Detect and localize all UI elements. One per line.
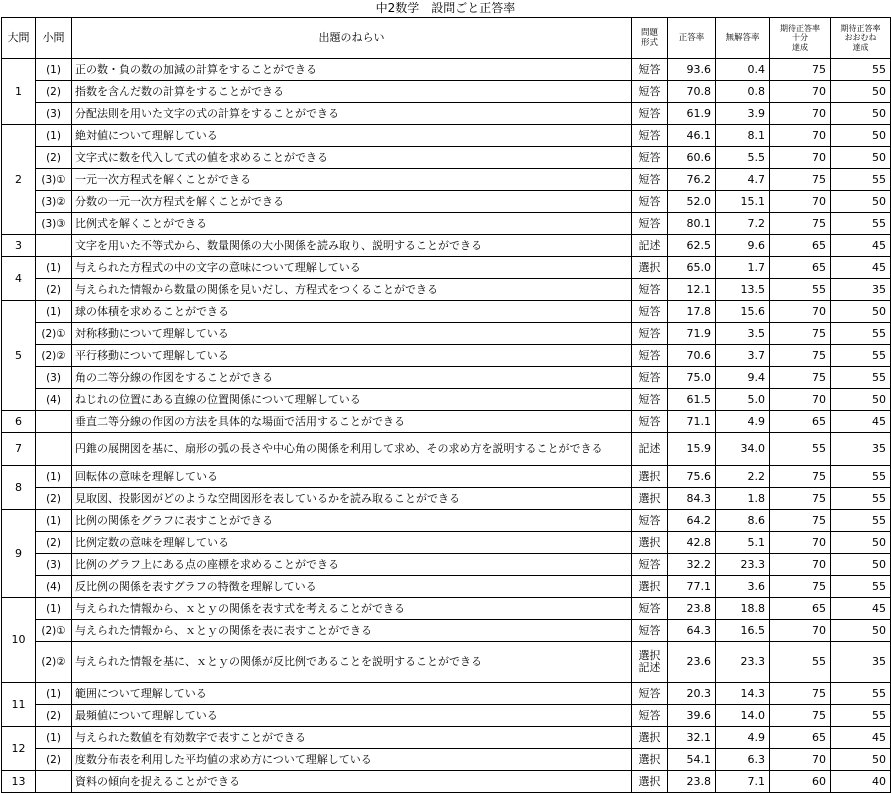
expected-mostly-cell: 50 [831, 301, 891, 323]
aim-cell: 反比例の関係を表すグラフの特徴を理解している [72, 576, 632, 598]
no-answer-rate-cell: 9.4 [716, 367, 770, 389]
sho-cell: (1) [36, 683, 72, 705]
sho-cell: (1) [36, 466, 72, 488]
no-answer-rate-cell: 4.7 [716, 169, 770, 191]
header-noans: 無解答率 [716, 18, 770, 59]
sho-cell: (1) [36, 257, 72, 279]
expected-mostly-cell: 50 [831, 147, 891, 169]
sho-cell: (1) [36, 125, 72, 147]
expected-mostly-cell: 45 [831, 235, 891, 257]
expected-full-cell: 65 [770, 411, 831, 433]
correct-rate-cell: 84.3 [668, 488, 716, 510]
expected-mostly-cell: 55 [831, 683, 891, 705]
sho-cell: (2)① [36, 323, 72, 345]
expected-full-cell: 55 [770, 433, 831, 466]
expected-full-cell: 70 [770, 191, 831, 213]
expected-mostly-cell: 50 [831, 532, 891, 554]
no-answer-rate-cell: 7.1 [716, 771, 770, 793]
aim-cell: 正の数・負の数の加減の計算をすることができる [72, 59, 632, 81]
aim-cell: 度数分布表を利用した平均値の求め方について理解している [72, 749, 632, 771]
sho-cell: (2)② [36, 345, 72, 367]
sho-cell: (2) [36, 147, 72, 169]
table-row [2, 620, 891, 642]
sho-cell: (3)① [36, 169, 72, 191]
form-line: 選択 [638, 649, 661, 662]
dai-cell: 4 [2, 257, 36, 301]
header-correct: 正答率 [668, 18, 716, 59]
sho-cell [36, 411, 72, 433]
no-answer-rate-cell: 7.2 [716, 213, 770, 235]
form-cell: 選択 [632, 727, 668, 749]
expected-full-cell: 75 [770, 488, 831, 510]
expected-full-cell: 55 [770, 642, 831, 683]
aim-cell: 文字を用いた不等式から、数量関係の大小関係を読み取り、説明することができる [72, 235, 632, 257]
sho-cell: (2)② [36, 642, 72, 683]
page-title: 中2数学 設問ごと正答率 [375, 1, 516, 15]
dai-cell: 7 [2, 433, 36, 466]
sho-cell: (3)② [36, 191, 72, 213]
dai-cell: 10 [2, 598, 36, 683]
no-answer-rate-cell: 2.2 [716, 466, 770, 488]
expected-mostly-cell: 45 [831, 257, 891, 279]
form-cell: 短答 [632, 554, 668, 576]
table-row [2, 749, 891, 771]
expected-mostly-cell: 55 [831, 367, 891, 389]
expected-mostly-cell: 55 [831, 59, 891, 81]
header-form-line2: 形式 [640, 38, 658, 48]
header-sho: 小問 [36, 18, 72, 59]
correct-rate-cell: 39.6 [668, 705, 716, 727]
aim-cell: 対称移動について理解している [72, 323, 632, 345]
correct-rate-cell: 62.5 [668, 235, 716, 257]
expected-mostly-cell: 55 [831, 213, 891, 235]
expected-mostly-cell: 55 [831, 488, 891, 510]
table-row [2, 705, 891, 727]
no-answer-rate-cell: 3.9 [716, 103, 770, 125]
form-cell: 短答 [632, 125, 668, 147]
expected-mostly-cell: 55 [831, 345, 891, 367]
header-expected-mostly-line3: 達成 [852, 42, 869, 52]
correct-rate-cell: 65.0 [668, 257, 716, 279]
table-row [2, 466, 891, 488]
correct-rate-cell: 75.6 [668, 466, 716, 488]
correct-rate-cell: 23.6 [668, 642, 716, 683]
results-table [1, 17, 891, 793]
aim-cell: 与えられた方程式の中の文字の意味について理解している [72, 257, 632, 279]
no-answer-rate-cell: 14.0 [716, 705, 770, 727]
correct-rate-cell: 93.6 [668, 59, 716, 81]
expected-full-cell: 75 [770, 169, 831, 191]
table-row [2, 323, 891, 345]
header-expected-full-line3: 達成 [792, 42, 808, 52]
expected-full-cell: 70 [770, 103, 831, 125]
sho-cell: (1) [36, 510, 72, 532]
table-row [2, 771, 891, 793]
table-row [2, 642, 891, 683]
no-answer-rate-cell: 14.3 [716, 683, 770, 705]
expected-mostly-cell: 45 [831, 598, 891, 620]
no-answer-rate-cell: 4.9 [716, 727, 770, 749]
table-body [2, 59, 891, 793]
expected-full-cell: 75 [770, 59, 831, 81]
no-answer-rate-cell: 15.1 [716, 191, 770, 213]
table-row [2, 235, 891, 257]
expected-full-cell: 75 [770, 705, 831, 727]
form-cell: 短答 [632, 147, 668, 169]
table-row [2, 81, 891, 103]
expected-mostly-cell: 55 [831, 466, 891, 488]
form-cell: 選択 [632, 488, 668, 510]
expected-mostly-cell: 55 [831, 705, 891, 727]
form-cell: 短答 [632, 169, 668, 191]
correct-rate-cell: 42.8 [668, 532, 716, 554]
form-cell: 短答 [632, 598, 668, 620]
sho-cell: (2) [36, 749, 72, 771]
form-cell: 短答 [632, 411, 668, 433]
correct-rate-cell: 75.0 [668, 367, 716, 389]
expected-full-cell: 75 [770, 323, 831, 345]
form-cell: 短答 [632, 367, 668, 389]
sho-cell: (1) [36, 59, 72, 81]
correct-rate-cell: 61.5 [668, 389, 716, 411]
correct-rate-cell: 17.8 [668, 301, 716, 323]
header-aim: 出題のねらい [72, 18, 632, 59]
no-answer-rate-cell: 3.7 [716, 345, 770, 367]
table-row [2, 411, 891, 433]
table-row [2, 125, 891, 147]
table-row [2, 345, 891, 367]
no-answer-rate-cell: 18.8 [716, 598, 770, 620]
no-answer-rate-cell: 23.3 [716, 554, 770, 576]
no-answer-rate-cell: 0.8 [716, 81, 770, 103]
dai-cell: 12 [2, 727, 36, 771]
sho-cell: (2) [36, 81, 72, 103]
no-answer-rate-cell: 15.6 [716, 301, 770, 323]
aim-cell: 比例のグラフ上にある点の座標を求めることができる [72, 554, 632, 576]
expected-mostly-cell: 50 [831, 620, 891, 642]
sho-cell: (2) [36, 488, 72, 510]
table-row [2, 510, 891, 532]
aim-cell: 球の体積を求めることができる [72, 301, 632, 323]
expected-mostly-cell: 45 [831, 411, 891, 433]
form-cell: 記述 [632, 235, 668, 257]
form-cell: 短答 [632, 103, 668, 125]
sho-cell: (1) [36, 301, 72, 323]
correct-rate-cell: 32.1 [668, 727, 716, 749]
sho-cell: (3) [36, 367, 72, 389]
table-row [2, 727, 891, 749]
expected-full-cell: 75 [770, 213, 831, 235]
expected-mostly-cell: 55 [831, 323, 891, 345]
expected-full-cell: 70 [770, 301, 831, 323]
no-answer-rate-cell: 8.6 [716, 510, 770, 532]
dai-cell: 2 [2, 125, 36, 235]
expected-full-cell: 75 [770, 345, 831, 367]
no-answer-rate-cell: 3.6 [716, 576, 770, 598]
form-cell [632, 642, 668, 683]
sho-cell [36, 433, 72, 466]
correct-rate-cell: 46.1 [668, 125, 716, 147]
no-answer-rate-cell: 8.1 [716, 125, 770, 147]
no-answer-rate-cell: 5.5 [716, 147, 770, 169]
form-cell: 選択 [632, 466, 668, 488]
table-row [2, 683, 891, 705]
table-row [2, 191, 891, 213]
sho-cell: (3) [36, 554, 72, 576]
aim-cell: 一元一次方程式を解くことができる [72, 169, 632, 191]
aim-cell: 比例式を解くことができる [72, 213, 632, 235]
dai-cell: 5 [2, 301, 36, 411]
expected-full-cell: 70 [770, 749, 831, 771]
sho-cell [36, 235, 72, 257]
expected-full-cell: 70 [770, 554, 831, 576]
form-cell: 短答 [632, 389, 668, 411]
dai-cell: 8 [2, 466, 36, 510]
aim-cell: 分配法則を用いた文字の式の計算をすることができる [72, 103, 632, 125]
header-expected-mostly-line2: おおむね [844, 33, 877, 43]
expected-mostly-cell: 50 [831, 191, 891, 213]
aim-cell: 与えられた情報を基に、ｘとｙの関係が反比例であることを説明することができる [72, 642, 632, 683]
dai-cell: 1 [2, 59, 36, 125]
correct-rate-cell: 61.9 [668, 103, 716, 125]
expected-mostly-cell: 55 [831, 576, 891, 598]
dai-cell: 3 [2, 235, 36, 257]
form-cell: 短答 [632, 279, 668, 301]
header-dai: 大問 [2, 18, 36, 59]
header-form [632, 18, 668, 59]
sho-cell: (4) [36, 576, 72, 598]
no-answer-rate-cell: 0.4 [716, 59, 770, 81]
expected-full-cell: 70 [770, 620, 831, 642]
aim-cell: 与えられた情報から、ｘとｙの関係を表す式を考えることができる [72, 598, 632, 620]
no-answer-rate-cell: 13.5 [716, 279, 770, 301]
form-cell: 短答 [632, 510, 668, 532]
expected-full-cell: 70 [770, 532, 831, 554]
expected-mostly-cell: 50 [831, 749, 891, 771]
aim-cell: 文字式に数を代入して式の値を求めることができる [72, 147, 632, 169]
aim-cell: 角の二等分線の作図をすることができる [72, 367, 632, 389]
expected-full-cell: 75 [770, 466, 831, 488]
aim-cell: 分数の一元一次方程式を解くことができる [72, 191, 632, 213]
form-line: 記述 [638, 661, 661, 674]
correct-rate-cell: 71.1 [668, 411, 716, 433]
correct-rate-cell: 60.6 [668, 147, 716, 169]
expected-mostly-cell: 35 [831, 642, 891, 683]
expected-full-cell: 70 [770, 147, 831, 169]
table-row [2, 389, 891, 411]
no-answer-rate-cell: 34.0 [716, 433, 770, 466]
table-row [2, 257, 891, 279]
expected-full-cell: 70 [770, 81, 831, 103]
form-cell: 短答 [632, 345, 668, 367]
aim-cell: 円錐の展開図を基に、扇形の弧の長さや中心角の関係を利用して求め、その求め方を説明することができる [72, 433, 632, 466]
no-answer-rate-cell: 1.8 [716, 488, 770, 510]
table-row [2, 367, 891, 389]
correct-rate-cell: 54.1 [668, 749, 716, 771]
header-row [2, 18, 891, 59]
correct-rate-cell: 70.8 [668, 81, 716, 103]
no-answer-rate-cell: 23.3 [716, 642, 770, 683]
aim-cell: 絶対値について理解している [72, 125, 632, 147]
no-answer-rate-cell: 16.5 [716, 620, 770, 642]
no-answer-rate-cell: 1.7 [716, 257, 770, 279]
table-row [2, 213, 891, 235]
correct-rate-cell: 32.2 [668, 554, 716, 576]
table-row [2, 433, 891, 466]
correct-rate-cell: 71.9 [668, 323, 716, 345]
sho-cell: (1) [36, 598, 72, 620]
expected-full-cell: 60 [770, 771, 831, 793]
aim-cell: 与えられた情報から、ｘとｙの関係を表に表すことができる [72, 620, 632, 642]
expected-full-cell: 75 [770, 510, 831, 532]
no-answer-rate-cell: 6.3 [716, 749, 770, 771]
form-cell: 選択 [632, 576, 668, 598]
header-expected-full [770, 18, 831, 59]
correct-rate-cell: 80.1 [668, 213, 716, 235]
expected-full-cell: 75 [770, 367, 831, 389]
table-row [2, 301, 891, 323]
expected-full-cell: 70 [770, 389, 831, 411]
expected-mostly-cell: 35 [831, 433, 891, 466]
sho-cell: (2) [36, 705, 72, 727]
expected-mostly-cell: 50 [831, 81, 891, 103]
table-row [2, 598, 891, 620]
sho-cell: (4) [36, 389, 72, 411]
form-cell: 選択 [632, 257, 668, 279]
aim-cell: 範囲について理解している [72, 683, 632, 705]
aim-cell: 垂直二等分線の作図の方法を具体的な場面で活用することができる [72, 411, 632, 433]
expected-mostly-cell: 50 [831, 103, 891, 125]
table-row [2, 103, 891, 125]
expected-mostly-cell: 50 [831, 125, 891, 147]
aim-cell: 資料の傾向を捉えることができる [72, 771, 632, 793]
form-cell: 選択 [632, 532, 668, 554]
expected-full-cell: 65 [770, 598, 831, 620]
sho-cell: (1) [36, 727, 72, 749]
expected-full-cell: 55 [770, 279, 831, 301]
correct-rate-cell: 52.0 [668, 191, 716, 213]
sho-cell: (2) [36, 279, 72, 301]
expected-full-cell: 65 [770, 235, 831, 257]
table-row [2, 147, 891, 169]
no-answer-rate-cell: 3.5 [716, 323, 770, 345]
correct-rate-cell: 70.6 [668, 345, 716, 367]
table-row [2, 532, 891, 554]
sho-cell: (2)① [36, 620, 72, 642]
header-expected-full-line2: 十分 [792, 33, 808, 43]
dai-cell: 6 [2, 411, 36, 433]
correct-rate-cell: 23.8 [668, 771, 716, 793]
form-cell: 短答 [632, 323, 668, 345]
dai-cell: 11 [2, 683, 36, 727]
expected-full-cell: 75 [770, 576, 831, 598]
table-row [2, 169, 891, 191]
correct-rate-cell: 77.1 [668, 576, 716, 598]
form-cell: 短答 [632, 213, 668, 235]
correct-rate-cell: 15.9 [668, 433, 716, 466]
aim-cell: 指数を含んだ数の計算をすることができる [72, 81, 632, 103]
form-cell: 選択 [632, 771, 668, 793]
correct-rate-cell: 64.2 [668, 510, 716, 532]
aim-cell: 与えられた情報から数量の関係を見いだし、方程式をつくることができる [72, 279, 632, 301]
expected-full-cell: 65 [770, 727, 831, 749]
aim-cell: 与えられた数値を有効数字で表すことができる [72, 727, 632, 749]
aim-cell: 回転体の意味を理解している [72, 466, 632, 488]
correct-rate-cell: 12.1 [668, 279, 716, 301]
header-expected-mostly [831, 18, 891, 59]
table-row [2, 279, 891, 301]
correct-rate-cell: 76.2 [668, 169, 716, 191]
no-answer-rate-cell: 9.6 [716, 235, 770, 257]
sho-cell [36, 771, 72, 793]
expected-mostly-cell: 55 [831, 169, 891, 191]
expected-mostly-cell: 55 [831, 510, 891, 532]
table-row [2, 576, 891, 598]
no-answer-rate-cell: 4.9 [716, 411, 770, 433]
header-expected-full-line1: 期待正答率 [780, 23, 820, 33]
form-cell: 短答 [632, 705, 668, 727]
correct-rate-cell: 20.3 [668, 683, 716, 705]
form-cell: 短答 [632, 301, 668, 323]
sho-cell: (3) [36, 103, 72, 125]
aim-cell: 比例の関係をグラフに表すことができる [72, 510, 632, 532]
aim-cell: ねじれの位置にある直線の位置関係について理解している [72, 389, 632, 411]
form-cell: 短答 [632, 81, 668, 103]
correct-rate-cell: 64.3 [668, 620, 716, 642]
form-cell: 短答 [632, 59, 668, 81]
expected-mostly-cell: 50 [831, 554, 891, 576]
no-answer-rate-cell: 5.0 [716, 389, 770, 411]
expected-mostly-cell: 45 [831, 727, 891, 749]
dai-cell: 13 [2, 771, 36, 793]
form-cell: 記述 [632, 433, 668, 466]
expected-mostly-cell: 35 [831, 279, 891, 301]
aim-cell: 平行移動について理解している [72, 345, 632, 367]
aim-cell: 比例定数の意味を理解している [72, 532, 632, 554]
dai-cell: 9 [2, 510, 36, 598]
sho-cell: (2) [36, 532, 72, 554]
table-row [2, 488, 891, 510]
header-expected-mostly-line1: 期待正答率 [840, 23, 881, 33]
table-row [2, 554, 891, 576]
form-cell: 選択 [632, 749, 668, 771]
form-cell: 短答 [632, 191, 668, 213]
table-row [2, 59, 891, 81]
form-cell: 短答 [632, 620, 668, 642]
header-form-line1: 問題 [640, 28, 658, 38]
aim-cell: 最頻値について理解している [72, 705, 632, 727]
expected-full-cell: 70 [770, 125, 831, 147]
expected-mostly-cell: 40 [831, 771, 891, 793]
correct-rate-cell: 23.8 [668, 598, 716, 620]
expected-full-cell: 65 [770, 257, 831, 279]
expected-full-cell: 75 [770, 683, 831, 705]
aim-cell: 見取図、投影図がどのような空間図形を表しているかを読み取ることができる [72, 488, 632, 510]
expected-mostly-cell: 50 [831, 389, 891, 411]
no-answer-rate-cell: 5.1 [716, 532, 770, 554]
sho-cell: (3)③ [36, 213, 72, 235]
form-cell: 短答 [632, 683, 668, 705]
